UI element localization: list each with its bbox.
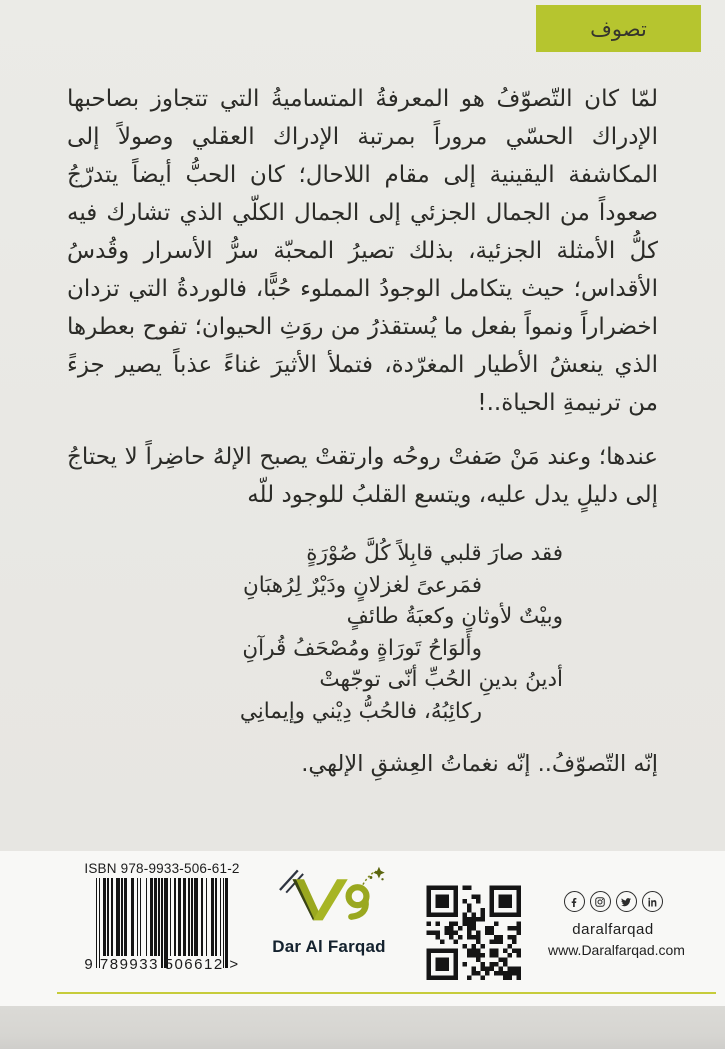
qr-code-icon (424, 883, 524, 983)
barcode-digits: 9 789933 506612 > (84, 956, 240, 973)
facebook-icon (564, 891, 585, 912)
poem-line: وألوَاحُ تَورَاةٍ ومُصْحَفُ قُرآنِ (242, 635, 482, 661)
publisher-name: Dar Al Farqad (272, 937, 386, 956)
website-url: www.Daralfarqad.com (548, 942, 685, 958)
instagram-icon (590, 891, 611, 912)
footer-accent-line (57, 992, 716, 994)
poem-line: أدينُ بدينِ الحُبِّ أنّى توجّهتْ (319, 667, 563, 692)
closing-line: إنّه التّصوّفُ.. إنّه نغماتُ العِشقِ الإلهي. (301, 751, 658, 777)
barcode-block (84, 861, 240, 973)
twitter-icon (616, 891, 637, 912)
footer-band (0, 851, 725, 1006)
poem-line: وبيْتٌ لأوثانٍ وكعبَةُ طائفٍ (346, 604, 563, 629)
publisher-logo-icon (270, 865, 388, 931)
blurb-paragraph-2: عندها؛ وعند مَنْ صَفتْ روحُه وارتقتْ يصبح الإلهُ حاضِراً لا يحتاجُ إلى دليلٍ يدل عليه، ويتسع القلبُ للوجود للّه (67, 444, 658, 508)
barcode-icon (84, 878, 240, 968)
linkedin-icon (642, 891, 663, 912)
category-label: تصوف (590, 16, 647, 41)
back-cover-text (67, 80, 658, 777)
isbn-label: ISBN 978-9933-506-61-2 (84, 861, 240, 876)
photo-background-edge (0, 1006, 725, 1049)
poem (67, 538, 658, 727)
publisher-logo-block (258, 865, 400, 957)
poem-line: ركائِبُهُ، فالحُبُّ دِيْني وإيمانِي (239, 698, 482, 724)
social-icons-row (548, 891, 678, 912)
social-handle: daralfarqad (572, 921, 654, 938)
poem-line: فقد صارَ قلبي قابِلاً كُلَّ صُوْرَةٍ (306, 541, 563, 566)
social-block (548, 891, 685, 958)
poem-line: فمَرعىً لغزلانٍ ودَيْرٌ لِرُهبَانِ (242, 572, 482, 598)
category-badge (536, 5, 701, 52)
blurb-paragraph-1: لمّا كان التّصوّفُ هو المعرفةُ المتساميةُ التي تتجاوز بصاحبها الإدراك الحسّي مروراً بمرتبة الإدراك العقلي وصولاً إلى المكاشفة اليقينية إلى مقام اللاحال؛ كان الحبُّ أيضاً يتدرّجُ صعوداً من الجمال الجزئي إلى الجمال الكلّي الذي تشارك فيه كلُّ الأمثلة الجزئية، بذلك تصيرُ المحبّة سرُّ الأسرار وقُدسُ الأقداس؛ حيث يتكامل الوجودُ المملوء حُبًّا، فالوردةُ التي تزدان اخضراراً ونمواً بفعل ما يُستقذرُ من روَثِ الحيوان؛ تفوح بعطرها الذي ينعشُ الأطيار المغرّدة، فتملأ الأثيرَ غناءً عذباً يصير جزءً من ترنيمةِ الحياة..! (67, 86, 658, 416)
